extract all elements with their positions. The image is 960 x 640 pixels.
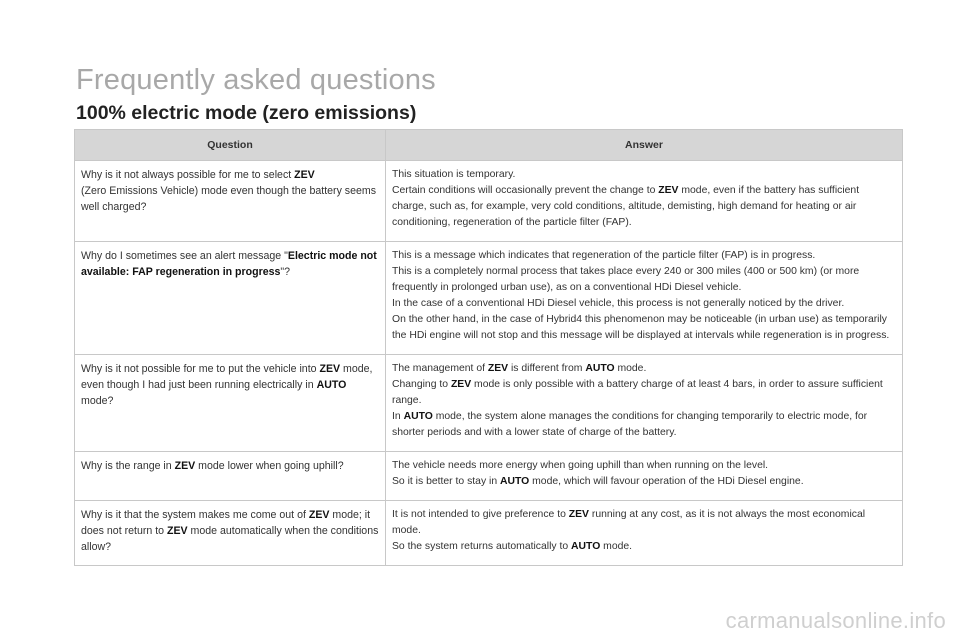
answer-text: running at any cost, as it is not always the most economical mode. (392, 509, 866, 536)
question-text: mode automatically when the conditions allow? (81, 525, 379, 553)
answer-keyword: ZEV (568, 509, 589, 520)
question-text: Why do I sometimes see an alert message " (81, 250, 288, 262)
section-title: 100% electric mode (zero emissions) (76, 102, 417, 124)
question-text: (Zero Emissions Vehicle) mode even though the battery seems well charged? (81, 185, 377, 213)
answer-text: mode. (600, 541, 633, 552)
answer-text: Changing to (392, 379, 451, 390)
question-keyword: AUTO (316, 379, 347, 391)
table-row (75, 501, 903, 566)
answer-cell (386, 452, 903, 501)
column-header-question: Question (75, 130, 386, 161)
page-title: Frequently asked questions (76, 64, 436, 96)
table-row (75, 452, 903, 501)
table-row (75, 355, 903, 452)
answer-text: On the other hand, in the case of Hybrid4 this phenomenon may be noticeable (in urban use) as temporarily the HDi engine will not stop and this message will be displayed at intervals while regeneration is in progress. (392, 314, 890, 341)
question-keyword: ZEV (174, 460, 196, 472)
answer-text: It is not intended to give preference to (392, 509, 569, 520)
answer-cell (386, 161, 903, 242)
question-keyword: ZEV (308, 509, 330, 521)
question-keyword: ZEV (166, 525, 188, 537)
answer-cell (386, 355, 903, 452)
question-text: "? (280, 266, 291, 278)
answer-text: This is a message which indicates that regeneration of the particle filter (FAP) is in progress. (392, 250, 816, 261)
question-text: mode, even though I had just been running electrically in (81, 363, 373, 391)
answer-text: So it is better to stay in (392, 476, 500, 487)
question-keyword: Electric mode not available: FAP regeneration in progress (81, 250, 377, 278)
question-text: Why is it not always possible for me to select (81, 169, 295, 181)
question-text: mode lower when going uphill? (195, 460, 344, 472)
answer-cell (386, 242, 903, 355)
answer-keyword: ZEV (658, 185, 679, 196)
question-keyword: ZEV (294, 169, 315, 181)
answer-keyword: AUTO (403, 411, 433, 422)
answer-cell (386, 501, 903, 566)
answer-text: In (392, 411, 404, 422)
question-cell (75, 355, 386, 452)
question-text: Why is it not possible for me to put the vehicle into (81, 363, 320, 375)
question-cell (75, 501, 386, 566)
answer-text: In the case of a conventional HDi Diesel vehicle, this process is not generally noticed by the driver. (392, 298, 845, 309)
table-row (75, 161, 903, 242)
answer-text: mode, the system alone manages the conditions for changing temporarily to electric mode, for shorter periods and with a lower state of charge of the battery. (392, 411, 868, 438)
answer-keyword: ZEV (450, 379, 472, 390)
column-header-answer: Answer (386, 130, 903, 161)
answer-text: The vehicle needs more energy when going uphill than when running on the level. (392, 460, 769, 471)
question-cell (75, 452, 386, 501)
answer-text: This is a completely normal process that takes place every 240 or 300 miles (400 or 500 km) (or more frequently in prolonged urban use), as on a conventional HDi Diesel vehicle. (392, 266, 860, 293)
question-cell (75, 161, 386, 242)
watermark: carmanualsonline.info (725, 608, 946, 633)
question-text: Why is the range in (81, 460, 175, 472)
answer-text: The management of (392, 363, 488, 374)
answer-text: This situation is temporary. (392, 169, 516, 180)
answer-text: mode is only possible with a battery charge of at least 4 bars, in order to assure sufficient range. (392, 379, 883, 406)
answer-keyword: AUTO (585, 363, 615, 374)
answer-keyword: ZEV (487, 363, 509, 374)
table-header-row (75, 130, 903, 161)
answer-text: So the system returns automatically to (392, 541, 572, 552)
question-text: mode? (81, 395, 114, 407)
answer-text: is different from (508, 363, 586, 374)
answer-text: mode. (614, 363, 647, 374)
answer-text: mode, which will favour operation of the HDi Diesel engine. (529, 476, 804, 487)
question-keyword: ZEV (319, 363, 341, 375)
question-text: Why is it that the system makes me come out of (81, 509, 309, 521)
answer-keyword: AUTO (571, 541, 601, 552)
answer-text: Certain conditions will occasionally prevent the change to (392, 185, 659, 196)
question-text: mode; it does not return to (81, 509, 371, 537)
answer-text: mode, even if the battery has sufficient charge, such as, for example, very cold conditions, altitude, demisting, high demand for heating or air conditioning, regeneration of the particle filter (FAP). (392, 185, 860, 228)
answer-keyword: AUTO (500, 476, 530, 487)
faq-table (74, 129, 903, 566)
question-cell (75, 242, 386, 355)
table-row (75, 242, 903, 355)
